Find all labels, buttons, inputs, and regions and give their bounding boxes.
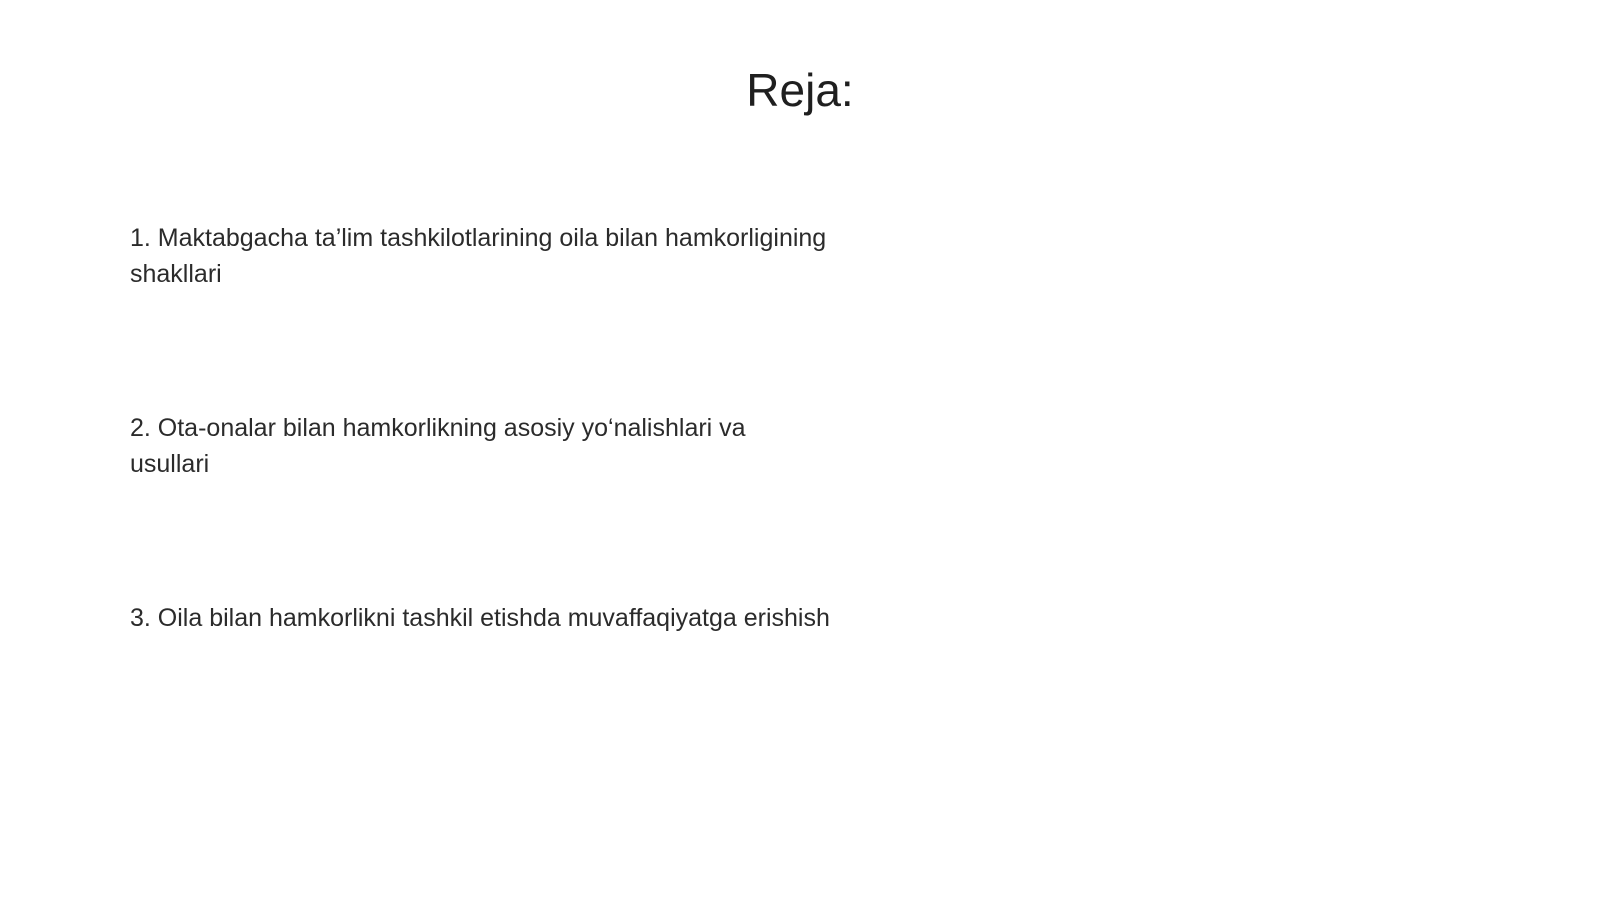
slide-title: Reja: [746, 64, 854, 116]
plan-list [130, 220, 830, 672]
plan-item-2: 2. Ota-onalar bilan hamkorlikning asosiy yo‘nalishlari va usullari [130, 414, 746, 478]
plan-item-1: 1. Maktabgacha ta’lim tashkilotlarining oila bilan hamkorligining shakllari [130, 224, 827, 288]
plan-item-3: 3. Oila bilan hamkorlikni tashkil etishda muvaffaqiyatga erishish [130, 604, 830, 632]
